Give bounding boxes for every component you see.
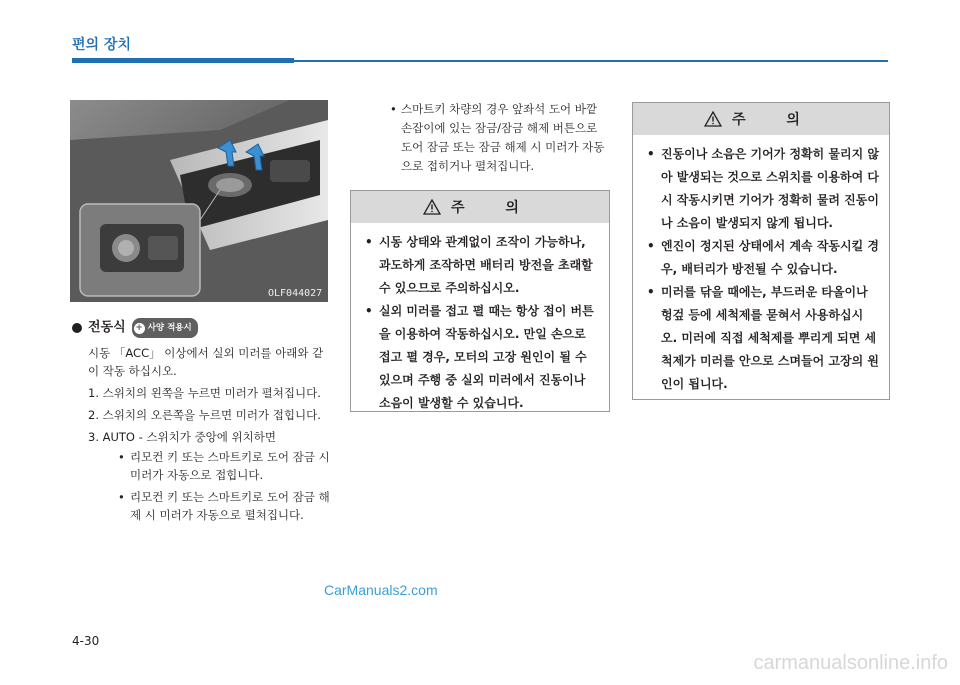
caution-item: • 엔진이 정지된 상태에서 계속 작동시킬 경우, 배터리가 방전될 수 있습니다. — [643, 235, 879, 281]
page-number: 4-30 — [72, 634, 100, 648]
caution-item: • 실외 미러를 접고 펼 때는 항상 접이 버튼을 이용하여 작동하십시오. 만일 손으로 접고 펼 경우, 모터의 고장 원인이 될 수 있으며 주행 중 실외 미러에서 진동이나 소음이 발생할 수 있습니다. — [361, 300, 599, 415]
door-switch-photo — [70, 100, 328, 302]
step-list — [72, 384, 332, 524]
header-rule — [294, 60, 888, 62]
header-bar-accent — [72, 58, 294, 63]
substep-item: • 리모컨 키 또는 스마트키로 도어 잠금 시 미러가 자동으로 접힙니다. — [118, 448, 332, 484]
watermark-link[interactable]: CarManuals2.com — [324, 582, 438, 598]
intro-text: 시동 「ACC」 이상에서 실외 미러를 아래와 같이 작동 하십시오. — [88, 346, 324, 378]
caution-body — [351, 223, 609, 423]
caution-item: • 시동 상태와 관계없이 조작이 가능하나, 과도하게 조작하면 배터리 방전을 초래할 수 있으므로 주의하십시오. — [361, 231, 599, 300]
step-item — [88, 428, 332, 524]
continued-text — [373, 100, 609, 176]
warning-triangle-icon — [704, 111, 722, 127]
plus-icon: + — [135, 322, 143, 333]
caution-item: • 미러를 닦을 때에는, 부드러운 타올이나 헝겊 등에 세척제를 묻혀서 사용하십시오. 미러에 직접 세척제를 뿌리게 되면 세척제가 미러를 안으로 스며들어 고장의 원인이 됩니다. — [643, 281, 879, 396]
caution-title: 주 의 — [732, 112, 818, 128]
step-item: 1. 스위치의 왼쪽을 누르면 미러가 펼쳐집니다. — [88, 386, 321, 400]
section-title: 전동식 — [88, 320, 126, 335]
section-heading — [72, 318, 332, 338]
caution-item: • 진동이나 소음은 기어가 정확히 물리지 않아 발생되는 것으로 스위치를 이용하여 다시 작동시키면 기어가 정확히 물려 진동이나 소음이 발생되지 않게 됩니다. — [643, 143, 879, 235]
list-item: • 스마트키 차량의 경우 앞좌석 도어 바깥 손잡이에 있는 잠금/잠금 해제 버튼으로 도어 잠금 또는 잠금 해제 시 미러가 자동으로 접히거나 펼쳐집니다. — [373, 100, 609, 176]
caution-box-left — [350, 190, 610, 412]
step-text: 3. AUTO - 스위치가 중앙에 위치하면 — [88, 430, 276, 444]
site-watermark: carmanualsonline.info — [753, 652, 948, 674]
caution-header — [351, 191, 609, 223]
option-badge — [132, 318, 198, 338]
caution-body — [633, 135, 889, 404]
warning-triangle-icon — [423, 199, 441, 215]
badge-label: 사양 적용시 — [147, 323, 192, 333]
caution-box-right — [632, 102, 890, 400]
substep-list — [88, 448, 332, 524]
substep-item: • 리모컨 키 또는 스마트키로 도어 잠금 해제 시 미러가 자동으로 펼쳐집니다. — [118, 488, 332, 524]
bullet-circle-icon — [72, 323, 82, 333]
figure-code: OLF044027 — [268, 288, 323, 299]
step-item: 2. 스위치의 오른쪽을 누르면 미러가 접힙니다. — [88, 408, 321, 422]
main-column — [72, 318, 332, 528]
section-header-title: 편의 장치 — [72, 37, 131, 53]
caution-header — [633, 103, 889, 135]
caution-title: 주 의 — [451, 200, 537, 216]
